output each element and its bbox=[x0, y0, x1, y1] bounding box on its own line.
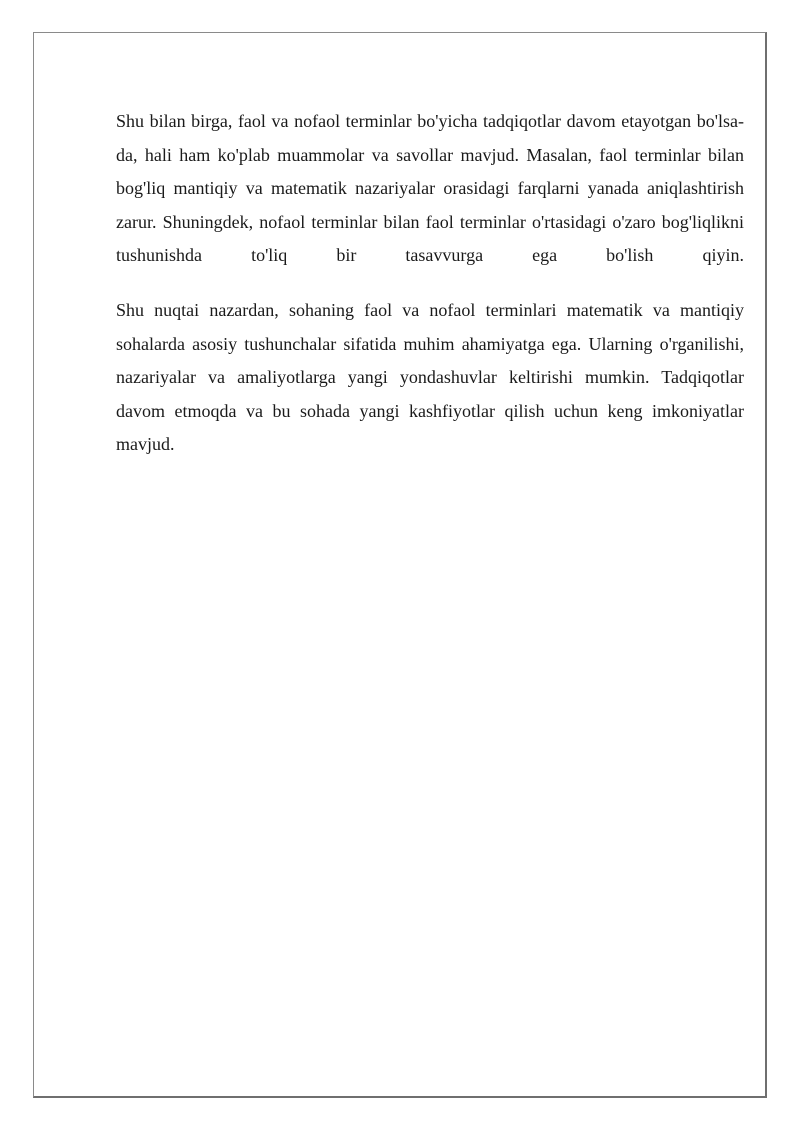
document-page bbox=[33, 32, 767, 1098]
paragraph-1: Shu bilan birga, faol va nofaol terminlar bo'yicha tadqiqotlar davom etayotgan bo'lsa-da, hali ham ko'plab muammolar va savollar mavjud. Masalan, faol terminlar bilan bog'liq mantiqiy va matematik nazariyalar orasidagi farqlarni yanada aniqlashtirish zarur. Shuningdek, nofaol terminlar bilan faol terminlar o'rtasidagi o'zaro bog'liqlikni tushunishda to'liq bir tasavvurga ega bo'lish qiyin. bbox=[116, 111, 744, 266]
page-content bbox=[116, 105, 744, 462]
paragraph-2: Shu nuqtai nazardan, sohaning faol va nofaol terminlari matematik va mantiqiy sohalarda asosiy tushunchalar sifatida muhim ahamiyatga ega. Ularning o'rganilishi, nazariyalar va amaliyotlarga yangi yondashuvlar keltirishi mumkin. Tadqiqotlar davom etmoqda va bu sohada yangi kashfiyotlar qilish uchun keng imkoniyatlar mavjud. bbox=[116, 299, 744, 455]
